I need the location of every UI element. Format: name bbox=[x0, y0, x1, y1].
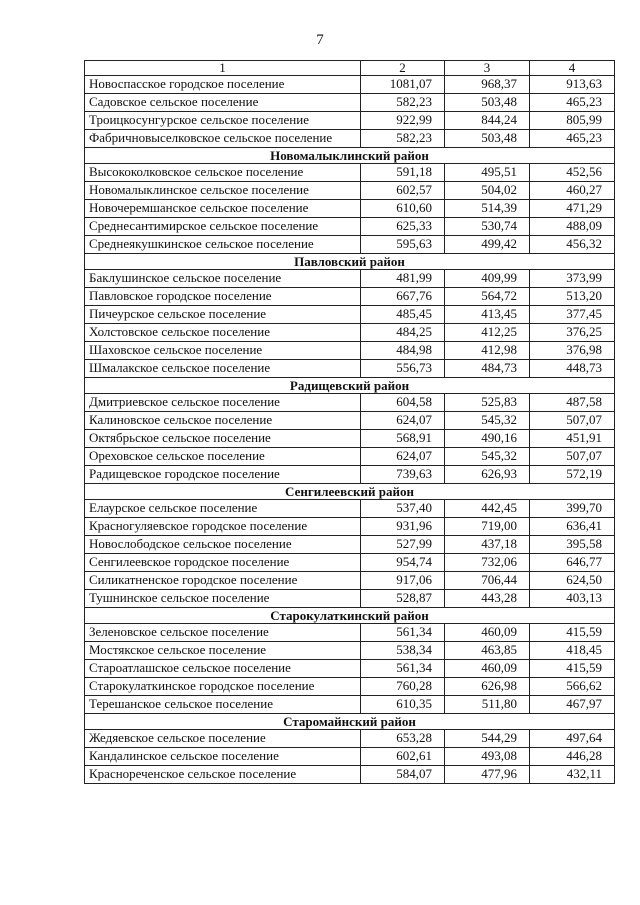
value-col4-cell: 513,20 bbox=[530, 288, 615, 306]
value-col3-cell: 514,39 bbox=[445, 200, 530, 218]
value-col4-cell: 451,91 bbox=[530, 430, 615, 448]
value-col2-cell: 556,73 bbox=[361, 360, 445, 378]
value-col3-cell: 732,06 bbox=[445, 554, 530, 572]
settlement-name-cell: Тушнинское сельское поселение bbox=[85, 590, 361, 608]
value-col3-cell: 719,00 bbox=[445, 518, 530, 536]
value-col2-cell: 561,34 bbox=[361, 624, 445, 642]
district-heading: Новомалыклинский район bbox=[85, 148, 615, 164]
table-row bbox=[85, 624, 615, 642]
value-col4-cell: 376,25 bbox=[530, 324, 615, 342]
settlement-name-cell: Жедяевское сельское поселение bbox=[85, 730, 361, 748]
district-heading-row bbox=[85, 608, 615, 624]
value-col2-cell: 538,34 bbox=[361, 642, 445, 660]
table-row bbox=[85, 360, 615, 378]
value-col2-cell: 582,23 bbox=[361, 130, 445, 148]
value-col3-cell: 626,98 bbox=[445, 678, 530, 696]
value-col4-cell: 487,58 bbox=[530, 394, 615, 412]
value-col4-cell: 446,28 bbox=[530, 748, 615, 766]
value-col2-cell: 653,28 bbox=[361, 730, 445, 748]
value-col3-cell: 626,93 bbox=[445, 466, 530, 484]
column-header-2: 2 bbox=[361, 61, 445, 76]
table-row bbox=[85, 112, 615, 130]
page-number: 7 bbox=[316, 32, 324, 48]
value-col2-cell: 484,98 bbox=[361, 342, 445, 360]
value-col4-cell: 636,41 bbox=[530, 518, 615, 536]
table-row bbox=[85, 766, 615, 784]
settlement-name-cell: Старокулаткинское городское поселение bbox=[85, 678, 361, 696]
value-col3-cell: 463,85 bbox=[445, 642, 530, 660]
value-col2-cell: 481,99 bbox=[361, 270, 445, 288]
value-col4-cell: 467,97 bbox=[530, 696, 615, 714]
table-row bbox=[85, 324, 615, 342]
value-col2-cell: 1081,07 bbox=[361, 76, 445, 94]
value-col4-cell: 471,29 bbox=[530, 200, 615, 218]
table-row bbox=[85, 590, 615, 608]
settlement-name-cell: Калиновское сельское поселение bbox=[85, 412, 361, 430]
table-row bbox=[85, 394, 615, 412]
district-heading: Павловский район bbox=[85, 254, 615, 270]
value-col4-cell: 403,13 bbox=[530, 590, 615, 608]
table-row bbox=[85, 306, 615, 324]
value-col4-cell: 456,32 bbox=[530, 236, 615, 254]
value-col3-cell: 413,45 bbox=[445, 306, 530, 324]
value-col3-cell: 511,80 bbox=[445, 696, 530, 714]
value-col2-cell: 584,07 bbox=[361, 766, 445, 784]
settlement-name-cell: Новочеремшанское сельское поселение bbox=[85, 200, 361, 218]
value-col4-cell: 507,07 bbox=[530, 448, 615, 466]
value-col2-cell: 917,06 bbox=[361, 572, 445, 590]
value-col2-cell: 922,99 bbox=[361, 112, 445, 130]
value-col4-cell: 913,63 bbox=[530, 76, 615, 94]
settlement-name-cell: Шмалакское сельское поселение bbox=[85, 360, 361, 378]
settlement-name-cell: Сенгилеевское городское поселение bbox=[85, 554, 361, 572]
settlement-name-cell: Зеленовское сельское поселение bbox=[85, 624, 361, 642]
district-heading-row bbox=[85, 378, 615, 394]
settlement-name-cell: Ореховское сельское поселение bbox=[85, 448, 361, 466]
value-col3-cell: 844,24 bbox=[445, 112, 530, 130]
settlement-name-cell: Красногуляевское городское поселение bbox=[85, 518, 361, 536]
value-col3-cell: 409,99 bbox=[445, 270, 530, 288]
value-col3-cell: 412,98 bbox=[445, 342, 530, 360]
value-col2-cell: 624,07 bbox=[361, 412, 445, 430]
table-row bbox=[85, 730, 615, 748]
value-col2-cell: 561,34 bbox=[361, 660, 445, 678]
value-col4-cell: 460,27 bbox=[530, 182, 615, 200]
value-col2-cell: 604,58 bbox=[361, 394, 445, 412]
table-row bbox=[85, 164, 615, 182]
value-col4-cell: 497,64 bbox=[530, 730, 615, 748]
value-col2-cell: 954,74 bbox=[361, 554, 445, 572]
value-col3-cell: 545,32 bbox=[445, 448, 530, 466]
settlement-name-cell: Краснореченское сельское поселение bbox=[85, 766, 361, 784]
table-row bbox=[85, 130, 615, 148]
value-col3-cell: 484,73 bbox=[445, 360, 530, 378]
settlement-name-cell: Фабричновыселковское сельское поселение bbox=[85, 130, 361, 148]
value-col4-cell: 399,70 bbox=[530, 500, 615, 518]
value-col2-cell: 582,23 bbox=[361, 94, 445, 112]
column-header-1: 1 bbox=[85, 61, 361, 76]
settlement-name-cell: Новомалыклинское сельское поселение bbox=[85, 182, 361, 200]
settlement-name-cell: Среднесантимирское сельское поселение bbox=[85, 218, 361, 236]
settlement-name-cell: Елаурское сельское поселение bbox=[85, 500, 361, 518]
value-col3-cell: 706,44 bbox=[445, 572, 530, 590]
value-col3-cell: 477,96 bbox=[445, 766, 530, 784]
table-row bbox=[85, 448, 615, 466]
value-col3-cell: 504,02 bbox=[445, 182, 530, 200]
settlement-name-cell: Пичеурское сельское поселение bbox=[85, 306, 361, 324]
district-heading-row bbox=[85, 484, 615, 500]
value-col2-cell: 485,45 bbox=[361, 306, 445, 324]
settlement-name-cell: Кандалинское сельское поселение bbox=[85, 748, 361, 766]
table-row bbox=[85, 182, 615, 200]
value-col2-cell: 591,18 bbox=[361, 164, 445, 182]
value-col3-cell: 460,09 bbox=[445, 624, 530, 642]
value-col3-cell: 503,48 bbox=[445, 94, 530, 112]
value-col4-cell: 624,50 bbox=[530, 572, 615, 590]
table-row bbox=[85, 518, 615, 536]
value-col3-cell: 525,83 bbox=[445, 394, 530, 412]
table-row bbox=[85, 430, 615, 448]
column-header-3: 3 bbox=[445, 61, 530, 76]
value-col4-cell: 415,59 bbox=[530, 624, 615, 642]
value-col4-cell: 452,56 bbox=[530, 164, 615, 182]
settlement-name-cell: Новоспасское городское поселение bbox=[85, 76, 361, 94]
value-col2-cell: 602,57 bbox=[361, 182, 445, 200]
value-col3-cell: 460,09 bbox=[445, 660, 530, 678]
value-col3-cell: 503,48 bbox=[445, 130, 530, 148]
value-col3-cell: 495,51 bbox=[445, 164, 530, 182]
district-heading: Радищевский район bbox=[85, 378, 615, 394]
value-col2-cell: 484,25 bbox=[361, 324, 445, 342]
value-col3-cell: 490,16 bbox=[445, 430, 530, 448]
settlement-name-cell: Троицкосунгурское сельское поселение bbox=[85, 112, 361, 130]
value-col2-cell: 760,28 bbox=[361, 678, 445, 696]
table-row bbox=[85, 678, 615, 696]
table-row bbox=[85, 660, 615, 678]
table-row bbox=[85, 748, 615, 766]
table-row bbox=[85, 536, 615, 554]
settlement-name-cell: Высококолковское сельское поселение bbox=[85, 164, 361, 182]
table-row bbox=[85, 218, 615, 236]
table-row bbox=[85, 554, 615, 572]
settlement-name-cell: Дмитриевское сельское поселение bbox=[85, 394, 361, 412]
value-col2-cell: 528,87 bbox=[361, 590, 445, 608]
settlement-name-cell: Октябрьское сельское поселение bbox=[85, 430, 361, 448]
table-row bbox=[85, 236, 615, 254]
value-col2-cell: 568,91 bbox=[361, 430, 445, 448]
table-row bbox=[85, 466, 615, 484]
district-heading: Старомайнский район bbox=[85, 714, 615, 730]
table-row bbox=[85, 342, 615, 360]
value-col4-cell: 448,73 bbox=[530, 360, 615, 378]
value-col2-cell: 625,33 bbox=[361, 218, 445, 236]
value-col4-cell: 377,45 bbox=[530, 306, 615, 324]
value-col3-cell: 437,18 bbox=[445, 536, 530, 554]
table-row bbox=[85, 200, 615, 218]
value-col3-cell: 442,45 bbox=[445, 500, 530, 518]
table-row bbox=[85, 76, 615, 94]
column-number-header bbox=[85, 61, 615, 76]
value-col3-cell: 443,28 bbox=[445, 590, 530, 608]
value-col2-cell: 610,35 bbox=[361, 696, 445, 714]
value-col2-cell: 739,63 bbox=[361, 466, 445, 484]
value-col2-cell: 667,76 bbox=[361, 288, 445, 306]
settlements-table bbox=[84, 60, 615, 784]
value-col4-cell: 566,62 bbox=[530, 678, 615, 696]
table-row bbox=[85, 94, 615, 112]
value-col4-cell: 465,23 bbox=[530, 94, 615, 112]
value-col3-cell: 564,72 bbox=[445, 288, 530, 306]
district-heading-row bbox=[85, 148, 615, 164]
value-col4-cell: 572,19 bbox=[530, 466, 615, 484]
value-col2-cell: 602,61 bbox=[361, 748, 445, 766]
settlement-name-cell: Садовское сельское поселение bbox=[85, 94, 361, 112]
value-col4-cell: 646,77 bbox=[530, 554, 615, 572]
value-col4-cell: 488,09 bbox=[530, 218, 615, 236]
settlement-name-cell: Мостякское сельское поселение bbox=[85, 642, 361, 660]
value-col4-cell: 395,58 bbox=[530, 536, 615, 554]
value-col2-cell: 537,40 bbox=[361, 500, 445, 518]
settlement-name-cell: Павловское городское поселение bbox=[85, 288, 361, 306]
value-col4-cell: 415,59 bbox=[530, 660, 615, 678]
district-heading: Старокулаткинский район bbox=[85, 608, 615, 624]
value-col4-cell: 418,45 bbox=[530, 642, 615, 660]
value-col2-cell: 610,60 bbox=[361, 200, 445, 218]
district-heading: Сенгилеевский район bbox=[85, 484, 615, 500]
table-row bbox=[85, 270, 615, 288]
value-col3-cell: 544,29 bbox=[445, 730, 530, 748]
settlement-name-cell: Радищевское городское поселение bbox=[85, 466, 361, 484]
value-col3-cell: 499,42 bbox=[445, 236, 530, 254]
settlement-name-cell: Силикатненское городское поселение bbox=[85, 572, 361, 590]
settlement-name-cell: Холстовское сельское поселение bbox=[85, 324, 361, 342]
value-col2-cell: 527,99 bbox=[361, 536, 445, 554]
value-col4-cell: 432,11 bbox=[530, 766, 615, 784]
value-col3-cell: 545,32 bbox=[445, 412, 530, 430]
table-body bbox=[85, 61, 615, 784]
value-col4-cell: 376,98 bbox=[530, 342, 615, 360]
value-col2-cell: 931,96 bbox=[361, 518, 445, 536]
settlement-name-cell: Шаховское сельское поселение bbox=[85, 342, 361, 360]
value-col2-cell: 624,07 bbox=[361, 448, 445, 466]
district-heading-row bbox=[85, 714, 615, 730]
settlement-name-cell: Староатлашское сельское поселение bbox=[85, 660, 361, 678]
column-header-4: 4 bbox=[530, 61, 615, 76]
table-row bbox=[85, 696, 615, 714]
value-col4-cell: 465,23 bbox=[530, 130, 615, 148]
value-col2-cell: 595,63 bbox=[361, 236, 445, 254]
value-col3-cell: 530,74 bbox=[445, 218, 530, 236]
settlement-name-cell: Баклушинское сельское поселение bbox=[85, 270, 361, 288]
table-row bbox=[85, 500, 615, 518]
table-row bbox=[85, 572, 615, 590]
table-row bbox=[85, 642, 615, 660]
settlement-name-cell: Среднеякушкинское сельское поселение bbox=[85, 236, 361, 254]
table-row bbox=[85, 288, 615, 306]
value-col4-cell: 373,99 bbox=[530, 270, 615, 288]
settlement-name-cell: Новослободское сельское поселение bbox=[85, 536, 361, 554]
district-heading-row bbox=[85, 254, 615, 270]
value-col4-cell: 507,07 bbox=[530, 412, 615, 430]
value-col3-cell: 968,37 bbox=[445, 76, 530, 94]
value-col3-cell: 493,08 bbox=[445, 748, 530, 766]
value-col3-cell: 412,25 bbox=[445, 324, 530, 342]
table-row bbox=[85, 412, 615, 430]
value-col4-cell: 805,99 bbox=[530, 112, 615, 130]
settlement-name-cell: Терешанское сельское поселение bbox=[85, 696, 361, 714]
